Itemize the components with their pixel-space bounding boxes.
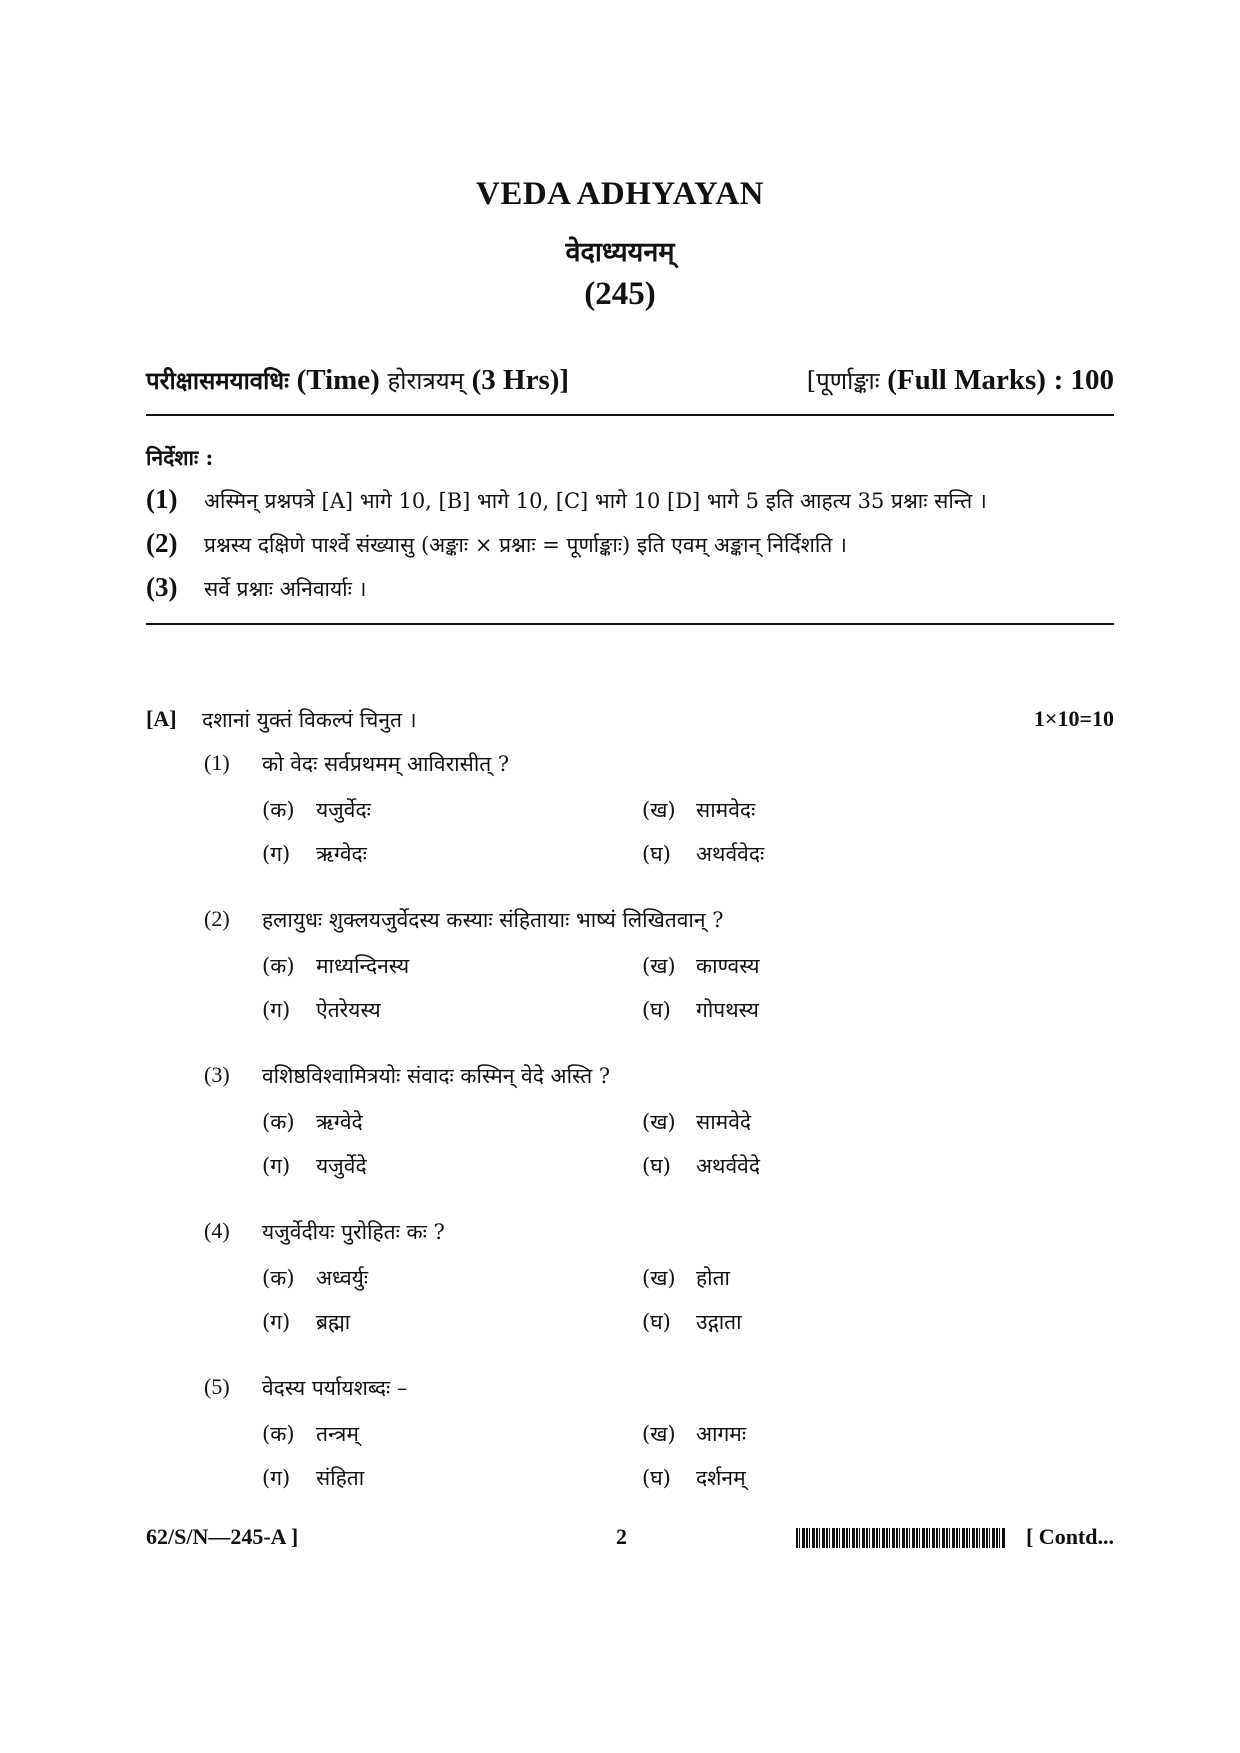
instruction-item: (2) प्रश्नस्य दक्षिणे पार्श्वे संख्यासु (अङ्काः × प्रश्नाः = पूर्णाङ्काः) इति एवम् अङ्कान् निर्दिशति । [146,528,847,558]
time-value-sa: होरात्रयम् [387,367,464,395]
question-number: (3) [204,1062,230,1087]
title-english: VEDA ADHYAYAN [475,176,764,212]
option: (क) तन्त्रम् [262,1422,359,1446]
option: (ख) सामवेदे [642,1110,752,1134]
instruction-item: (1) अस्मिन् प्रश्नपत्रे [A] भागे 10, [B] भागे 10, [C] भागे 10 [D] भागे 5 इति आहत्य 35 प्रश्नाः सन्ति । [146,484,987,514]
question-text: वशिष्ठविश्वामित्रयोः संवादः कस्मिन् वेदे अस्ति ? [262,1064,611,1088]
divider-bottom [146,623,1114,625]
divider-top [146,414,1114,416]
contd-label: [ Contd... [1025,1524,1114,1549]
option: (ग) यजुर्वेदे [262,1154,367,1178]
option: (घ) उद्गाता [642,1310,742,1334]
title-sanskrit: वेदाध्ययनम् [565,237,675,268]
question-text: हलायुधः शुक्लयजुर्वेदस्य कस्याः संहितायाः भाष्यं लिखितवान् ? [262,908,724,932]
option: (घ) दर्शनम् [642,1466,746,1490]
option: (क) यजुर्वेदः [262,798,371,822]
time-value-en: (3 Hrs)] [471,364,570,396]
marks-label-en: (Full Marks) [887,364,1046,396]
section-marks: 1×10=10 [1033,706,1114,731]
option: (ग) ऋग्वेदः [262,842,367,866]
option: (क) अध्वर्युः [262,1266,369,1290]
question-number: (5) [204,1374,230,1399]
instructions-heading: निर्देशाः : [146,445,214,470]
page-footer [146,1524,1114,1558]
paper-code: 62/S/N—245-A ] [146,1524,299,1549]
option: (क) माध्यन्दिनस्य [262,954,410,978]
option: (घ) अथर्ववेदः [642,842,765,866]
option: (ग) ऐतरेयस्य [262,998,381,1022]
option: (ख) काण्वस्य [642,954,760,978]
question-text: को वेदः सर्वप्रथमम् आविरासीत् ? [262,752,510,776]
barcode-icon [796,1528,1006,1548]
subject-code: (245) [584,276,656,312]
instruction-item: (3) सर्वे प्रश्नाः अनिवार्याः । [146,572,367,602]
time-label-sa: परीक्षासमयावधिः [146,366,289,395]
option: (ग) संहिता [262,1466,365,1490]
question-number: (4) [204,1218,230,1243]
option: (ग) ब्रह्मा [262,1310,351,1334]
section-label: [A] [146,706,177,731]
question-text: यजुर्वेदीयः पुरोहितः कः ? [262,1220,445,1244]
option: (क) ऋग्वेदे [262,1110,363,1134]
question-number: (1) [204,750,230,775]
question-text: वेदस्य पर्यायशब्दः – [262,1376,408,1400]
marks-label-sa: [पूर्णाङ्काः [806,367,880,395]
time-label-en: (Time) [296,364,380,396]
option: (घ) गोपथस्य [642,998,759,1022]
section-instruction: दशानां युक्तं विकल्पं चिनुत । [202,708,417,732]
marks-info [807,364,1114,397]
time-info [146,364,569,397]
option: (ख) आगमः [642,1422,747,1446]
question-number: (2) [204,906,230,931]
page-number: 2 [616,1524,627,1549]
option: (ख) सामवेदः [642,798,756,822]
option: (ख) होता [642,1266,730,1290]
option: (घ) अथर्ववेदे [642,1154,760,1178]
marks-value: : 100 [1053,364,1114,396]
